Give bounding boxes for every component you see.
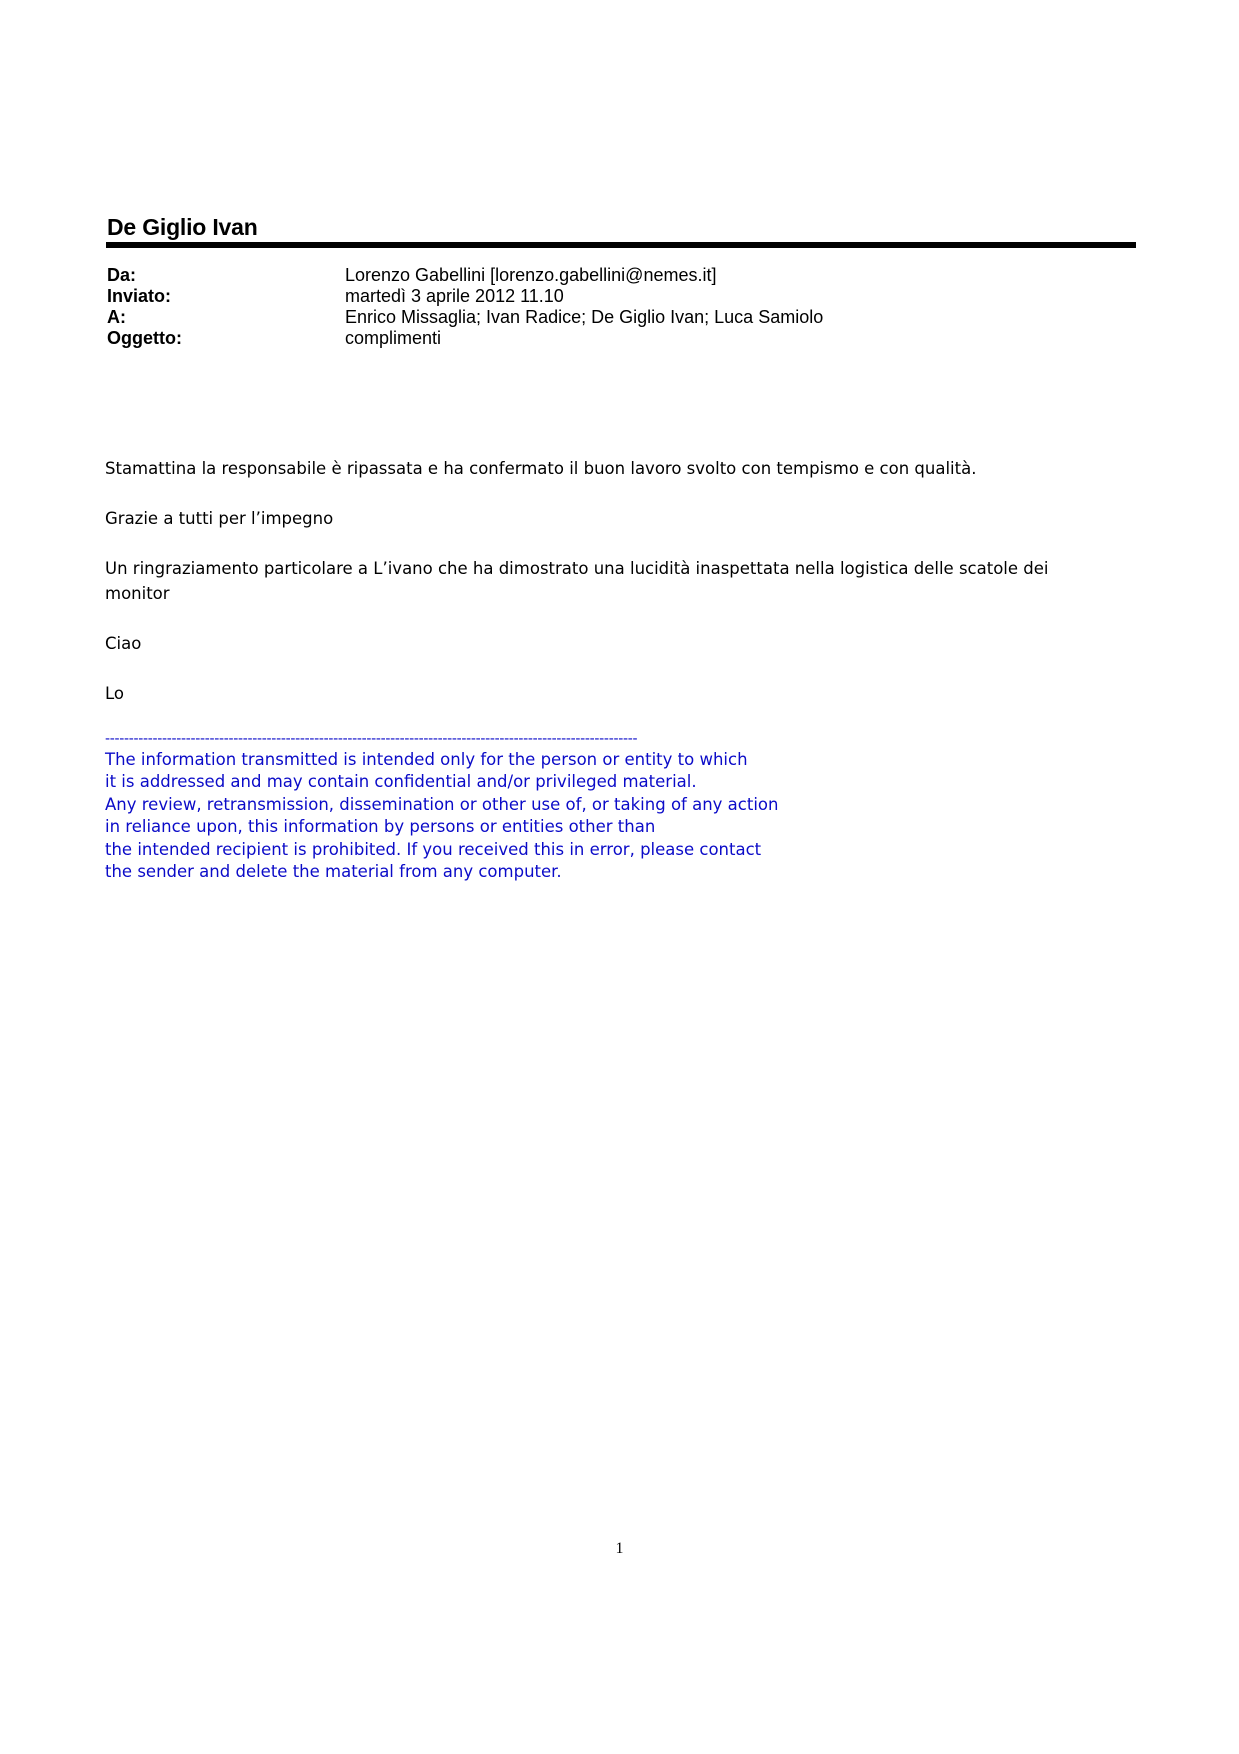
header-value-from: Lorenzo Gabellini [lorenzo.gabellini@nemes.it]	[345, 265, 717, 285]
disclaimer-separator: ----------------------------------------------------------------------------------------------------------------	[105, 731, 638, 747]
header-value-sent: martedì 3 aprile 2012 11.10	[345, 286, 564, 306]
mailbox-owner-title: De Giglio Ivan	[107, 214, 258, 240]
disclaimer-line: the intended recipient is prohibited. If you received this in error, please contact	[105, 839, 762, 859]
disclaimer-line: Any review, retransmission, dissemination or other use of, or taking of any action	[105, 794, 779, 814]
disclaimer-line: it is addressed and may contain confidential and/or privileged material.	[105, 772, 697, 792]
body-paragraph: Lo	[105, 684, 124, 703]
body-paragraph: Stamattina la responsabile è ripassata e ha confermato il buon lavoro svolto con tempismo e con qualità.	[105, 459, 977, 478]
header-label-from: Da:	[107, 265, 137, 285]
confidentiality-disclaimer	[105, 729, 865, 883]
header-row-subject	[107, 328, 1107, 349]
header-label-subject: Oggetto:	[107, 328, 182, 348]
email-header-block	[107, 265, 1107, 349]
header-value-subject: complimenti	[345, 328, 442, 348]
email-body	[105, 456, 1065, 731]
disclaimer-line: The information transmitted is intended only for the person or entity to which	[105, 750, 748, 769]
page-number: 1	[615, 1540, 624, 1557]
disclaimer-line: in reliance upon, this information by persons or entities other than	[105, 817, 656, 837]
disclaimer-line: the sender and delete the material from any computer.	[105, 862, 562, 882]
header-row-to	[107, 307, 1107, 328]
header-row-from	[107, 265, 1107, 286]
body-paragraph: Grazie a tutti per l’impegno	[105, 509, 334, 528]
body-paragraph: Ciao	[105, 634, 142, 653]
header-divider-rule	[106, 242, 1136, 248]
header-value-to: Enrico Missaglia; Ivan Radice; De Giglio Ivan; Luca Samiolo	[345, 307, 824, 327]
header-label-to: A:	[107, 307, 126, 327]
body-paragraph: Un ringraziamento particolare a L’ivano che ha dimostrato una lucidità inaspettata nella logistica delle scatole dei monitor	[105, 559, 1049, 603]
header-label-sent: Inviato:	[107, 286, 172, 306]
header-row-sent	[107, 286, 1107, 307]
